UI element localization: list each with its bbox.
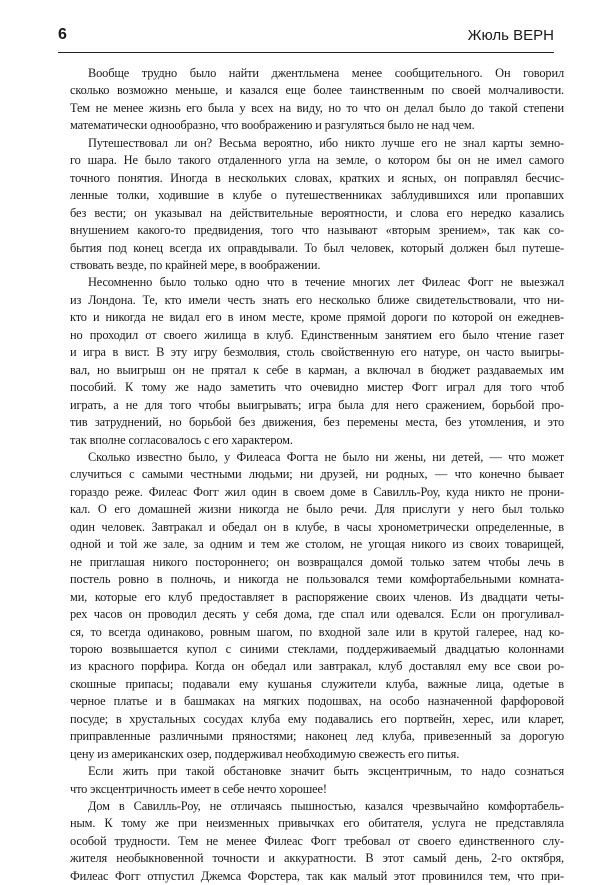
- text-line: Дом в Савилль-Роу, не отличаясь пышностью, казался чрезвычайно комфортабель-: [88, 799, 564, 814]
- text-line: случиться с самыми честными людьми; ни друзей, ни родных, — что конечно бывает: [70, 467, 564, 482]
- text-line: из красного порфира. Когда он обедал или завтракал, клуб доставлял ему все свои ро-: [70, 659, 564, 674]
- text-line: математически однообразно, что воображению и разгуляться было не над чем.: [70, 118, 475, 133]
- page-number: 6: [58, 26, 67, 43]
- text-line: гораздо реже. Филеас Фогг жил один в своем доме в Савилль-Роу, куда никто не прони-: [70, 484, 564, 499]
- text-line: Тем не менее жизнь его была у всех на виду, но то что он делал было до такой степени: [70, 100, 564, 115]
- text-line: и игра в вист. В эту игру безмолвия, столь свойственную его натуре, он часто выигры-: [70, 345, 564, 360]
- text-line: из Лондона. Те, кто имели честь знать его несколько ближе свидетельствовали, что ни-: [70, 292, 564, 307]
- text-line: особой трудности. Тем не менее Филеас Фогг требовал от своего единственного слу-: [70, 833, 564, 848]
- text-line: го шара. Не было такого отдаленного угла на земле, о котором бы он не имел самого: [70, 153, 564, 168]
- text-line: торою возвышается купол с синими стеклами, поддерживаемый двадцатью колоннами: [70, 641, 564, 656]
- text-line: жителя необыкновенной точности и аккуратности. В этот самый день, 2-го октября,: [70, 851, 564, 866]
- text-line: что эксцентричность имеет в себе нечто хорошее!: [70, 781, 327, 796]
- text-line: Филеас Фогг отпустил Джемса Форстера, так как малый этот провинился тем, что при-: [70, 868, 564, 883]
- text-line: ся, то всегда одинаково, ровным шагом, по входной зале или в крутой галерее, над ко-: [70, 624, 564, 639]
- text-line: кто и никогда не видал его в ином месте, кроме прямой дороги по которой он ежеднев-: [70, 310, 564, 325]
- text-line: рех часов он проводил десять у себя дома, где спал или одевался. Если он прогуливал-: [70, 607, 564, 622]
- text-line: пособий. К тому же надо заметить что очевидно мистер Фогг играл для того чтоб: [70, 380, 564, 395]
- text-line: одной и той же зале, за одним и тем же столом, не угощая никого из своих товарищей,: [70, 537, 564, 552]
- text-line: черное платье и в башмаках на мягких подошвах, на особо назначенной фарфоровой: [70, 694, 564, 709]
- text-line: но проходил от своего жилища в клуб. Единственным занятием его было чтение газет: [70, 327, 564, 342]
- text-line: бытия под конец всегда их оправдывали. То был человек, который должен был путеше-: [70, 240, 564, 255]
- text-line: ленные толки, ходившие в клубе о путешественниках заблудившихся или пропавших: [70, 188, 564, 203]
- text-line: цену из американских озер, поддерживал необходимую свежесть его питья.: [70, 746, 460, 761]
- text-line: вал, но выигрыш он не прятал к себе в карман, а включал в бюджет раздаваемых им: [70, 362, 564, 377]
- text-line: ми, которые его клуб предоставляет в распоряжение своих членов. Из двадцати четы-: [70, 589, 564, 604]
- text-line: постель ровно в полночь, и никогда не пользовался теми комфортабельными комната-: [70, 572, 564, 587]
- text-line: не приглашая никого постороннего; он возвращался домой только затем чтобы лечь в: [70, 554, 564, 569]
- body-text: [70, 65, 564, 885]
- running-title: Жюль ВЕРН: [467, 27, 554, 44]
- text-line: точного понятия. Иногда в нескольких словах, кратких и ясных, он поправлял бесчис-: [70, 170, 564, 185]
- page-header: [58, 20, 554, 53]
- text-line: приправленные различными пряностями; наконец лед клуба, привезенный за дорогую: [70, 729, 564, 744]
- text-line: ным. К тому же при неизменных привычках его обитателя, услуга не представляла: [70, 816, 564, 831]
- text-line: Путешествовал ли он? Весьма вероятно, ибо никто лучше его не знал карты земно-: [88, 135, 564, 150]
- text-line: сколько возможно меньше, и казался еще более таинственным по своей молчаливости.: [70, 83, 564, 98]
- text-line: Несомненно было только одно что в течение многих лет Филеас Фогг не выезжал: [88, 275, 564, 290]
- text-line: так вполне согласовалось с его характером.: [70, 432, 293, 447]
- text-line: посуде; в хрустальных сосудах клуба ему подавались его портвейн, херес, или кларет,: [70, 711, 564, 726]
- text-line: ствовать везде, по крайней мере, в воображении.: [70, 257, 321, 272]
- text-line: кал. О его домашней жизни никогда не было речи. Для прислуги у него был только: [70, 502, 564, 517]
- text-line: без вести; он указывал на действительные вероятности, и слова его нередко казались: [70, 205, 564, 220]
- text-line: Вообще трудно было найти джентльмена менее сообщительного. Он говорил: [88, 66, 564, 80]
- text-line: Сколько известно было, у Филеаса Фогта не было ни жены, ни детей, — что может: [88, 449, 564, 464]
- text-line: тив затруднений, но борьбой без движения, без перемены места, без утомления, и это: [70, 415, 564, 430]
- text-line: один человек. Завтракал и обедал он в клубе, в часы хронометрически определенные, в: [70, 519, 564, 534]
- text-line: внушением какого-то предвидения, того что называют «вторым зрением», так как со-: [70, 223, 564, 238]
- text-line: Если жить при такой обстановке значит быть эксцентричным, то надо сознаться: [88, 764, 564, 779]
- text-line: играть, а не для того чтобы выигрывать; игра была для него сражением, борьбой про-: [70, 397, 564, 412]
- text-line: скошные припасы; подавали ему кушанья служители клуба, важные лица, одетые в: [70, 676, 564, 691]
